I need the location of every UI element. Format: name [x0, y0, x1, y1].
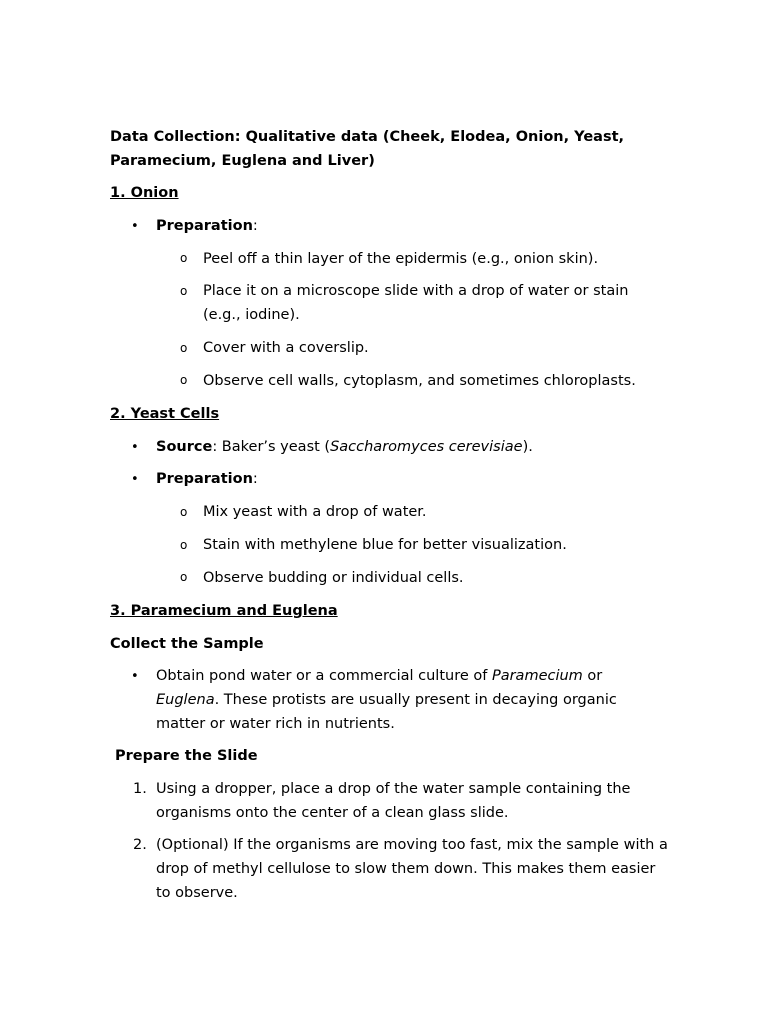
onion-step-4: Observe cell walls, cytoplasm, and sometimes chloroplasts. [203, 373, 636, 389]
bullet-icon: • [131, 440, 139, 455]
collect-sample-line-3: matter or water rich in nutrients. [156, 716, 395, 732]
yeast-species-name: Saccharomyces cerevisiae [330, 439, 523, 455]
yeast-step-1: Mix yeast with a drop of water. [203, 504, 427, 520]
onion-heading: 1. Onion [110, 185, 179, 201]
yeast-source-text: : Baker’s yeast ( [212, 439, 331, 455]
onion-step-2-line-1: Place it on a microscope slide with a drop of water or stain [203, 283, 629, 299]
yeast-preparation-label: Preparation [156, 471, 253, 487]
onion-step-1: Peel off a thin layer of the epidermis (e.g., onion skin). [203, 251, 599, 267]
prepare-step-2-line-3: to observe. [156, 885, 238, 901]
sub-bullet-icon: o [180, 341, 188, 355]
prepare-step-1-line-2: organisms onto the center of a clean glass slide. [156, 805, 509, 821]
yeast-preparation-item: Preparation: [156, 471, 258, 487]
yeast-step-3: Observe budding or individual cells. [203, 570, 464, 586]
sub-bullet-icon: o [180, 284, 188, 298]
prepare-step-2-line-1: (Optional) If the organisms are moving too fast, mix the sample with a [156, 837, 668, 853]
sub-bullet-icon: o [180, 570, 188, 584]
yeast-source-label: Source [156, 439, 213, 455]
sub-bullet-icon: o [180, 251, 188, 265]
step-2-number: 2. [133, 837, 147, 853]
bullet-icon: • [131, 219, 139, 234]
collect-or: or [582, 668, 603, 684]
yeast-step-2: Stain with methylene blue for better visualization. [203, 537, 567, 553]
bullet-icon: • [131, 669, 139, 684]
prepare-step-2-line-2: drop of methyl cellulose to slow them down. This makes them easier [156, 861, 656, 877]
onion-preparation-item: Preparation: [156, 218, 258, 234]
collect-sample-line-2 [156, 688, 617, 712]
prepare-slide-heading: Prepare the Slide [115, 748, 258, 764]
bullet-icon: • [131, 472, 139, 487]
paramecium-heading: 3. Paramecium and Euglena [110, 603, 338, 619]
sub-bullet-icon: o [180, 538, 188, 552]
onion-step-3: Cover with a coverslip. [203, 340, 369, 356]
sub-bullet-icon: o [180, 505, 188, 519]
prepare-step-1-line-1: Using a dropper, place a drop of the water sample containing the [156, 781, 631, 797]
step-1-number: 1. [133, 781, 147, 797]
onion-preparation-label: Preparation [156, 218, 253, 234]
yeast-heading: 2. Yeast Cells [110, 406, 220, 422]
collect-sample-heading: Collect the Sample [110, 636, 264, 652]
document-title-line-2: Paramecium, Euglena and Liver) [110, 153, 375, 169]
collect-sample-line-1 [156, 664, 602, 688]
sub-bullet-icon: o [180, 373, 188, 387]
collect-text-continued: . These protists are usually present in decaying organic [214, 692, 617, 708]
document-title-line-1: Data Collection: Qualitative data (Cheek, Elodea, Onion, Yeast, [110, 129, 625, 145]
yeast-source-close: ). [522, 439, 533, 455]
yeast-source-item [156, 435, 533, 459]
euglena-name: Euglena [156, 692, 215, 708]
onion-step-2-line-2: (e.g., iodine). [203, 307, 300, 323]
collect-text: Obtain pond water or a commercial culture of [156, 668, 492, 684]
paramecium-name: Paramecium [491, 668, 583, 684]
